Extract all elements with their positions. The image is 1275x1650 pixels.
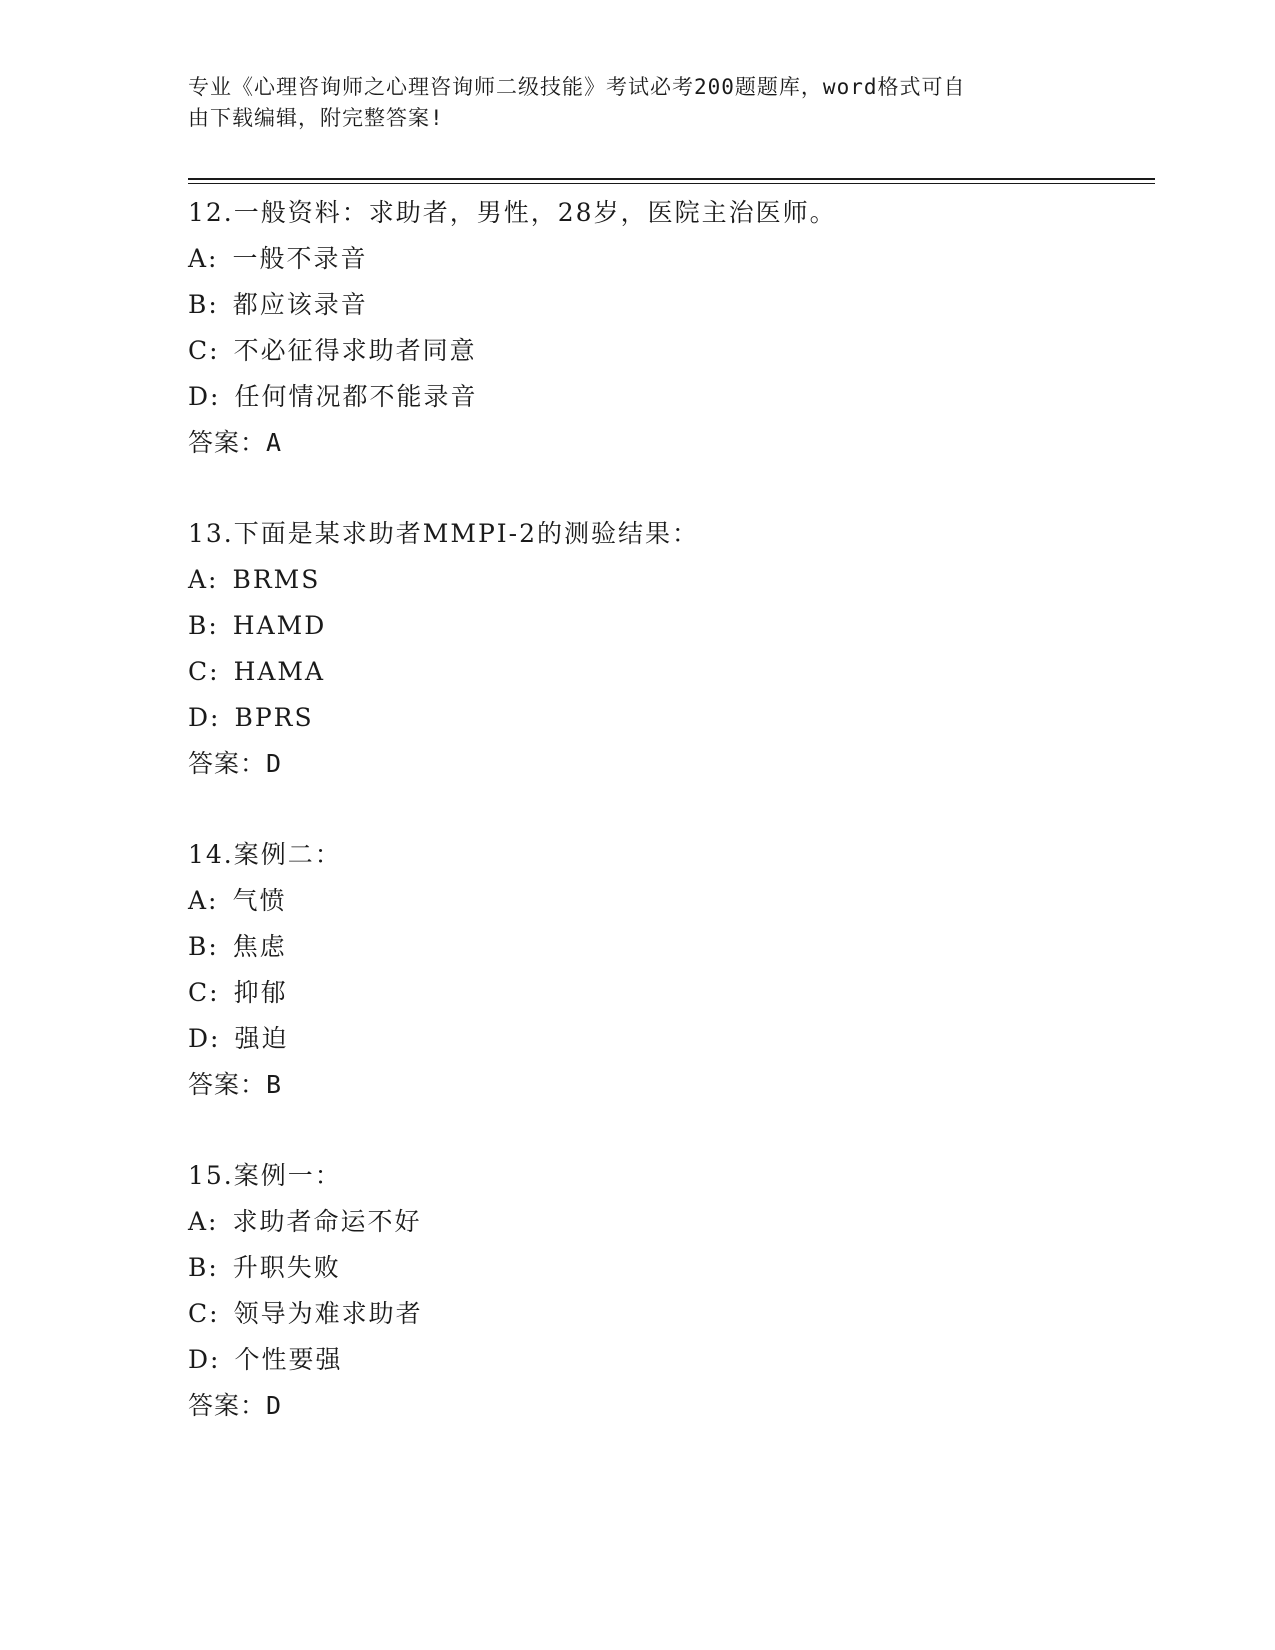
option-text: 领导为难求助者 [233,1299,423,1328]
option-b [188,924,1148,970]
header-line-2: 由下载编辑，附完整答案! [188,106,444,130]
option-letter: B: [188,1253,219,1282]
option-a [188,1199,1148,1245]
question-list [188,190,1148,1474]
question-14 [188,832,1148,1108]
option-b [188,603,1148,649]
option-letter: D: [188,703,221,732]
option-text: 个性要强 [234,1345,343,1374]
option-a [188,557,1148,603]
option-letter: D: [188,1345,221,1374]
option-letter: B: [188,290,219,319]
option-text: 求助者命运不好 [232,1207,422,1236]
question-12 [188,190,1148,466]
option-letter: A: [188,244,219,273]
option-c [188,970,1148,1016]
option-a [188,878,1148,924]
option-text: BRMS [232,565,321,594]
option-a [188,236,1148,282]
option-c [188,328,1148,374]
question-15 [188,1153,1148,1429]
option-text: 不必征得求助者同意 [233,336,477,365]
document-header [188,72,1068,134]
option-letter: C: [188,978,220,1007]
answer-line: 答案：D [188,749,283,778]
option-letter: A: [188,1207,219,1236]
question-stem: 14.案例二： [188,840,342,869]
option-text: 强迫 [234,1024,289,1053]
header-divider-thick [188,178,1155,180]
header-line-1: 专业《心理咨询师之心理咨询师二级技能》考试必考200题题库，word格式可自 [188,75,966,99]
option-text: HAMD [232,611,327,640]
option-letter: C: [188,657,220,686]
header-divider-thin [188,183,1155,184]
option-text: 升职失败 [232,1253,341,1282]
answer-line: 答案：D [188,1391,283,1420]
answer-line: 答案：B [188,1070,283,1099]
option-d [188,695,1148,741]
option-letter: D: [188,1024,221,1053]
option-b [188,1245,1148,1291]
answer-line: 答案：A [188,428,283,457]
option-letter: C: [188,1299,220,1328]
option-letter: A: [188,565,219,594]
option-letter: C: [188,336,220,365]
option-text: BPRS [234,703,314,732]
option-text: 焦虑 [232,932,287,961]
option-c [188,649,1148,695]
question-stem: 15.案例一： [188,1161,342,1190]
option-letter: D: [188,382,221,411]
option-text: HAMA [233,657,326,686]
option-text: 一般不录音 [232,244,368,273]
option-d [188,374,1148,420]
option-d [188,1016,1148,1062]
option-text: 任何情况都不能录音 [234,382,478,411]
option-text: 抑郁 [233,978,288,1007]
option-b [188,282,1148,328]
option-text: 都应该录音 [232,290,368,319]
option-d [188,1337,1148,1383]
question-stem: 12.一般资料：求助者，男性，28岁，医院主治医师。 [188,198,837,227]
option-letter: A: [188,886,219,915]
option-text: 气愤 [232,886,287,915]
option-letter: B: [188,611,219,640]
question-stem: 13.下面是某求助者MMPI-2的测验结果： [188,519,700,548]
option-c [188,1291,1148,1337]
question-13 [188,511,1148,787]
option-letter: B: [188,932,219,961]
